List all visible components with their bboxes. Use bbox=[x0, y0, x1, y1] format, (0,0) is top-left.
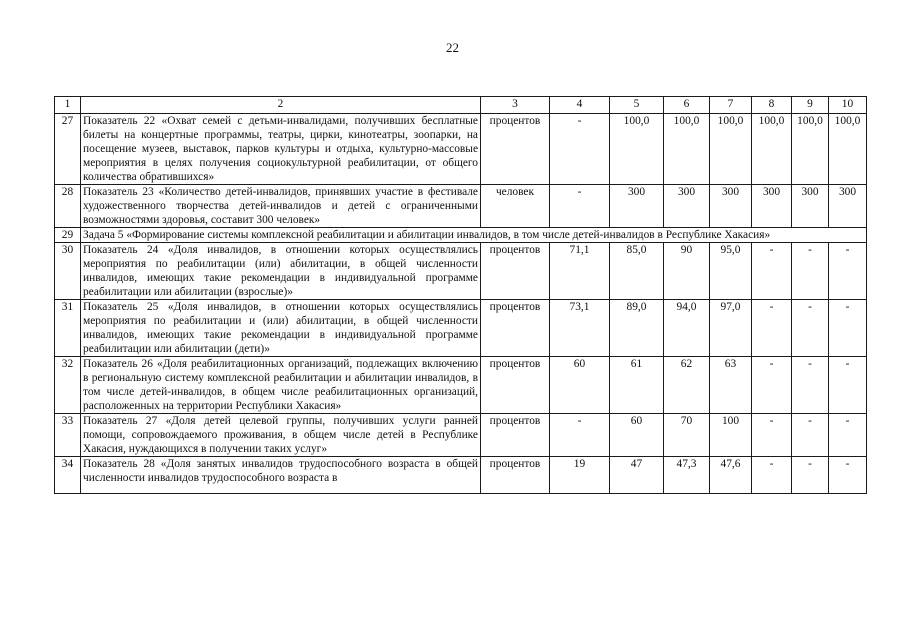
page-number: 22 bbox=[446, 40, 459, 55]
header-cell: 7 bbox=[710, 97, 752, 114]
indicator-value: 61 bbox=[610, 357, 664, 414]
indicator-value: 70 bbox=[664, 414, 710, 457]
indicator-unit: процентов bbox=[481, 300, 550, 357]
indicator-value: 300 bbox=[752, 185, 792, 228]
indicator-value: 63 bbox=[710, 357, 752, 414]
indicator-value: - bbox=[752, 414, 792, 457]
indicator-description: Показатель 22 «Охват семей с детьми-инвалидами, получивших бесплатные билеты на концертные программы, театры, цирки, кинотеатры, зоопарки, на посещение музеев, выставок, парков культуры и отдыха, культурно-массовые мероприятия в целях получения социокультурной реабилитации, от общего количества обратившихся» bbox=[81, 114, 481, 185]
row-number: 33 bbox=[55, 414, 81, 457]
header-cell: 2 bbox=[81, 97, 481, 114]
indicator-value: - bbox=[792, 457, 829, 494]
indicator-value: 300 bbox=[829, 185, 867, 228]
indicator-value: - bbox=[829, 457, 867, 494]
table-row bbox=[55, 357, 867, 414]
indicator-value: 300 bbox=[710, 185, 752, 228]
indicator-description: Показатель 28 «Доля занятых инвалидов трудоспособного возраста в общей численности инвалидов трудоспособного возраста в bbox=[81, 457, 481, 494]
indicator-value: 300 bbox=[792, 185, 829, 228]
indicator-value: - bbox=[829, 300, 867, 357]
row-number: 32 bbox=[55, 357, 81, 414]
indicator-value: 60 bbox=[610, 414, 664, 457]
header-cell: 9 bbox=[792, 97, 829, 114]
indicator-value: - bbox=[829, 243, 867, 300]
indicator-value: 60 bbox=[550, 357, 610, 414]
indicators-table bbox=[54, 96, 867, 494]
header-cell: 8 bbox=[752, 97, 792, 114]
indicator-value: 100,0 bbox=[752, 114, 792, 185]
indicator-unit: процентов bbox=[481, 414, 550, 457]
table-row bbox=[55, 300, 867, 357]
indicator-value: 100,0 bbox=[710, 114, 752, 185]
header-cell: 10 bbox=[829, 97, 867, 114]
indicator-value: - bbox=[550, 414, 610, 457]
indicator-value: 95,0 bbox=[710, 243, 752, 300]
indicator-value: - bbox=[550, 114, 610, 185]
indicator-value: 19 bbox=[550, 457, 610, 494]
indicator-value: - bbox=[792, 414, 829, 457]
indicator-value: 100,0 bbox=[664, 114, 710, 185]
indicator-value: - bbox=[829, 414, 867, 457]
indicator-value: 71,1 bbox=[550, 243, 610, 300]
table-row bbox=[55, 243, 867, 300]
indicator-description: Показатель 24 «Доля инвалидов, в отношении которых осуществлялись мероприятия по реабилитации (или) абилитации, в общей численности инвалидов, имеющих такие рекомендации в индивидуальной программе реабилитации или абилитации (взрослые)» bbox=[81, 243, 481, 300]
table-header-row bbox=[55, 97, 867, 114]
indicator-value: 47,3 bbox=[664, 457, 710, 494]
indicator-value: 90 bbox=[664, 243, 710, 300]
indicator-value: 100,0 bbox=[829, 114, 867, 185]
indicator-value: - bbox=[792, 243, 829, 300]
table-row bbox=[55, 114, 867, 185]
header-cell: 4 bbox=[550, 97, 610, 114]
indicator-value: 89,0 bbox=[610, 300, 664, 357]
indicator-value: - bbox=[752, 300, 792, 357]
indicator-description: Показатель 26 «Доля реабилитационных организаций, подлежащих включению в региональную систему комплексной реабилитации и абилитации инвалидов, в том числе детей-инвалидов, в общем числе реабилитационных организаций, расположенных на территории Республики Хакасия» bbox=[81, 357, 481, 414]
row-number: 31 bbox=[55, 300, 81, 357]
indicator-value: - bbox=[792, 300, 829, 357]
indicator-value: - bbox=[829, 357, 867, 414]
indicator-value: 100,0 bbox=[610, 114, 664, 185]
indicator-unit: процентов bbox=[481, 114, 550, 185]
indicator-value: 73,1 bbox=[550, 300, 610, 357]
header-cell: 1 bbox=[55, 97, 81, 114]
table-row bbox=[55, 414, 867, 457]
task-description: Задача 5 «Формирование системы комплексной реабилитации и абилитации инвалидов, в том числе детей-инвалидов в Республике Хакасия» bbox=[81, 228, 867, 243]
indicator-value: 100,0 bbox=[792, 114, 829, 185]
indicator-value: 300 bbox=[610, 185, 664, 228]
indicator-value: - bbox=[550, 185, 610, 228]
indicator-value: 100 bbox=[710, 414, 752, 457]
header-cell: 6 bbox=[664, 97, 710, 114]
indicator-description: Показатель 23 «Количество детей-инвалидов, принявших участие в фестивале художественного творчества детей-инвалидов и детей с ограниченными возможностями здоровья, составит 300 человек» bbox=[81, 185, 481, 228]
indicator-value: - bbox=[752, 357, 792, 414]
indicator-value: 62 bbox=[664, 357, 710, 414]
indicator-value: 85,0 bbox=[610, 243, 664, 300]
header-cell: 5 bbox=[610, 97, 664, 114]
indicator-value: 97,0 bbox=[710, 300, 752, 357]
row-number: 27 bbox=[55, 114, 81, 185]
indicator-value: - bbox=[752, 243, 792, 300]
row-number: 28 bbox=[55, 185, 81, 228]
task-row bbox=[55, 228, 867, 243]
indicator-unit: процентов bbox=[481, 357, 550, 414]
table-row bbox=[55, 185, 867, 228]
indicator-value: 94,0 bbox=[664, 300, 710, 357]
row-number: 34 bbox=[55, 457, 81, 494]
table-row bbox=[55, 457, 867, 494]
indicator-value: - bbox=[752, 457, 792, 494]
indicator-value: 47,6 bbox=[710, 457, 752, 494]
indicator-unit: процентов bbox=[481, 243, 550, 300]
indicator-description: Показатель 25 «Доля инвалидов, в отношении которых осуществлялись мероприятия по реабилитации и (или) абилитации, в общей численности инвалидов, имеющих такие рекомендации в индивидуальной программе реабилитации или абилитации (дети)» bbox=[81, 300, 481, 357]
indicator-description: Показатель 27 «Доля детей целевой группы, получивших услуги ранней помощи, сопровождаемого проживания, в общем числе детей в Республике Хакасия, нуждающихся в получении таких услуг» bbox=[81, 414, 481, 457]
row-number: 29 bbox=[55, 228, 81, 243]
indicator-value: 47 bbox=[610, 457, 664, 494]
header-cell: 3 bbox=[481, 97, 550, 114]
indicator-value: - bbox=[792, 357, 829, 414]
indicator-unit: процентов bbox=[481, 457, 550, 494]
row-number: 30 bbox=[55, 243, 81, 300]
indicator-value: 300 bbox=[664, 185, 710, 228]
indicator-unit: человек bbox=[481, 185, 550, 228]
